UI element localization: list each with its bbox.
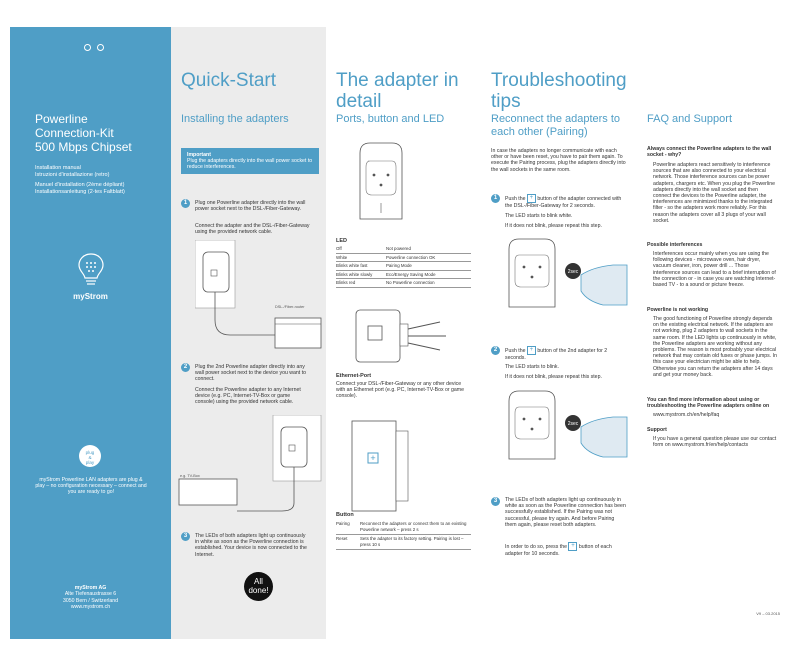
ts-step1-d: If it does not blink, please repeat this step. — [505, 223, 602, 229]
quickstart-panel — [171, 27, 326, 639]
adapter-tvbox-illustration — [177, 415, 323, 525]
adapter-gateway-illustration — [195, 240, 323, 352]
qs-step1-a: Plug one Powerline adapter directly into the wall power socket next to the DSL-/Fiber-Gateway. — [195, 200, 306, 213]
product-title-line3: 500 Mbps Chipset — [35, 140, 132, 154]
all-done-badge: All done! — [244, 572, 273, 601]
mystrom-logo-icon — [76, 252, 106, 288]
faq-q5: Support — [647, 427, 667, 433]
svg-text:+: + — [370, 453, 376, 463]
troubleshooting-panel — [483, 27, 633, 639]
ts-step3-b: In order to do so, press the + button of each adapter for 10 seconds. — [505, 543, 612, 557]
quickstart-subheading: Installing the adapters — [181, 113, 289, 125]
ts-step-3-badge: 3 — [491, 497, 500, 506]
button-row: Pairing Reconnect the adapters or connect them to an existing Powerline network – press 2 s — [336, 520, 471, 535]
quickstart-heading: Quick-Start — [181, 70, 277, 91]
hold-2sec-label: 2sec — [567, 421, 579, 427]
step-3-badge: 3 — [181, 532, 190, 541]
product-title-line1: Powerline — [35, 112, 88, 126]
step-1-badge: 1 — [181, 199, 190, 208]
qs-step1-b: Connect the adapter and the DSL-/Fiber-Gateway using the provided network cable. — [195, 223, 310, 236]
troubleshooting-heading: Troubleshooting tips — [491, 70, 627, 112]
tvbox-label: e.g. TV-Box — [180, 474, 200, 478]
led-row: Off Not powered — [336, 245, 471, 254]
pairing-button-icon: + — [527, 194, 536, 203]
led-row: Blinks red No Powerline connection — [336, 279, 471, 288]
product-title-line2: Connection-Kit — [35, 126, 114, 140]
faq-a2: Interferences occur mainly when you are using the following devices - microwave oven, hair dryer, vacuum cleaner, iron, power drill ... Those interference sources can lead to a brief interruption of the connection or - in case you are watching Internet-based TV - to a sound or picture freeze. — [653, 251, 776, 289]
ts-step-1-badge: 1 — [491, 194, 500, 203]
ethernet-title: Ethernet-Port — [336, 373, 372, 379]
qs-step3: The LEDs of both adapters light up continuously in white as soon as the Powerline connection is established. Your device is now connected to the Internet. — [195, 533, 307, 558]
manual-fr: Manuel d'installation (2ème dépliant) — [35, 182, 125, 188]
manual-de: Installationsanleitung (2-tes Faltblatt) — [35, 188, 125, 195]
led-row: Blinks white fast Pairing Mode — [336, 262, 471, 271]
button-row: Reset Sets the adapter to its factory setting. Pairing is lost – press 10 s — [336, 535, 471, 550]
pairing-intro: In case the adapters no longer communicate with each other or have been reset, you have to pair them again. To execute the Pairing process, plug the adapters directly into the wall sockets in the same room. — [491, 148, 626, 173]
faq-a3: The good functioning of Powerline strongly depends on the existing electrical network. If the adapters are not working, plug 2 adapters to wall sockets in the same room. If the LED lights up continuously in white, the Powerline adapters are working without any problems. The reason is most probably your electrical network that may contain old fuses or phase jumps. In this case your electrician might be able to help. Otherwise you can return the adapters after 14 days and get your money back. — [653, 316, 777, 378]
ts-step2: Push the + button of the 2nd adapter for 2 seconds. — [505, 347, 608, 361]
faq-a1: Powerline adapters react sensitively to interference sources that are also connected to your electrical network. Those interference sources can be power adapters, chargers etc. When you plug the Powerline adapters directly into the wall socket and then connect the devices to the Powerline adapter, the interferences are minimized thanks to the integrated filter - so the adapters work more reliably. For this reason the adapters cover all 3 plugs of your wall socket. — [653, 162, 775, 224]
detail-subheading: Ports, button and LED — [336, 113, 445, 125]
company-name: myStrom AG — [74, 585, 107, 591]
plug-play-text: myStrom Powerline LAN adapters are plug & play – no configuration necessary – connect and you are ready to go! — [35, 477, 147, 496]
adapter-front-illustration — [354, 139, 414, 227]
faq-q1: Always connect the Powerline adapters to the wall socket - why? — [647, 146, 772, 159]
qs-step2-a: Plug the 2nd Powerline adapter directly into any wall power socket next to the device you want to connect. — [195, 364, 307, 383]
led-table — [336, 245, 471, 288]
adapter-button-illustration — [348, 417, 418, 517]
ts-step1-c: The LED starts to blink white. — [505, 213, 573, 219]
led-row: White Powerline connection OK — [336, 254, 471, 263]
version-label: V9 – 03.2015 — [756, 611, 780, 616]
pairing-button-icon: + — [568, 542, 577, 551]
led-title: LED — [336, 238, 347, 244]
manual-it: Istruzioni d'installazione (retro) — [35, 171, 110, 178]
ts-step2-c: The LED starts to blink. — [505, 364, 559, 370]
step-2-badge: 2 — [181, 363, 190, 372]
faq-q3: Powerline is not working — [647, 307, 709, 313]
brand-name: myStrom — [73, 292, 108, 301]
led-row: Blinks white slowly Eco/Energy Saving Mode — [336, 271, 471, 280]
faq-heading: FAQ and Support — [647, 113, 732, 125]
qs-step2-b: Connect the Powerline adapter to any Internet device (e.g. PC, Internet-TV-Box or game console) using the provided network cable. — [195, 387, 301, 406]
faq-a5: If you have a general question please use our contact form on www.mystrom.fr/en/help/contacts — [653, 436, 777, 449]
leaflet — [10, 27, 788, 639]
adapter-side-illustration — [346, 302, 456, 372]
button-table — [336, 520, 471, 550]
ts-step1: Push the + button of the adapter connected with the DSL-/Fiber-Gateway for 2 seconds. — [505, 195, 622, 209]
plug-and-play-badge: plug & play — [79, 445, 101, 467]
faq-q2: Possible interferences — [647, 242, 703, 248]
faq-link[interactable]: www.mystrom.ch/en/help/faq — [653, 412, 720, 418]
ts-step3-a: The LEDs of both adapters light up continuously in white as soon as the Powerline connection has been successfully established. If the Pairing was not successful, please try again. And before Pairing them again, please reset both adapters. — [505, 497, 626, 528]
manual-en: Installation manual — [35, 165, 81, 171]
faq-panel — [633, 27, 788, 639]
detail-heading: The adapter in detail — [336, 70, 459, 112]
ts-step-2-badge: 2 — [491, 346, 500, 355]
detail-panel — [326, 27, 483, 639]
important-box: Important Plug the adapters directly into the wall power socket to reduce interferences. — [181, 148, 319, 174]
ethernet-text: Connect your DSL-/Fiber-Gateway or any other device with an Ethernet port (e.g. PC, Internet-TV-Box or game console). — [336, 381, 465, 400]
hold-2sec-label: 2sec — [567, 269, 579, 275]
pairing-button-icon: + — [527, 346, 536, 355]
faq-q4: You can find more information about using or troubleshooting the Powerline adapters online on — [647, 397, 770, 410]
button-title: Button — [336, 512, 354, 518]
pairing-hand-illustration-1 — [503, 235, 628, 315]
ts-step2-d: If it does not blink, please repeat this step. — [505, 374, 602, 380]
dots-icon — [84, 38, 104, 56]
cover-panel — [10, 27, 171, 639]
address-line2: 3050 Bern / Switzerland — [62, 597, 119, 604]
pairing-hand-illustration-2 — [503, 387, 628, 467]
troubleshooting-subheading: Reconnect the adapters to each other (Pairing) — [491, 113, 621, 138]
address-line1: Alte Tiefenaustrasse 6 — [64, 591, 117, 598]
gateway-label: DSL-/Fiber-router — [275, 305, 305, 309]
website: www.mystrom.ch — [70, 604, 111, 611]
